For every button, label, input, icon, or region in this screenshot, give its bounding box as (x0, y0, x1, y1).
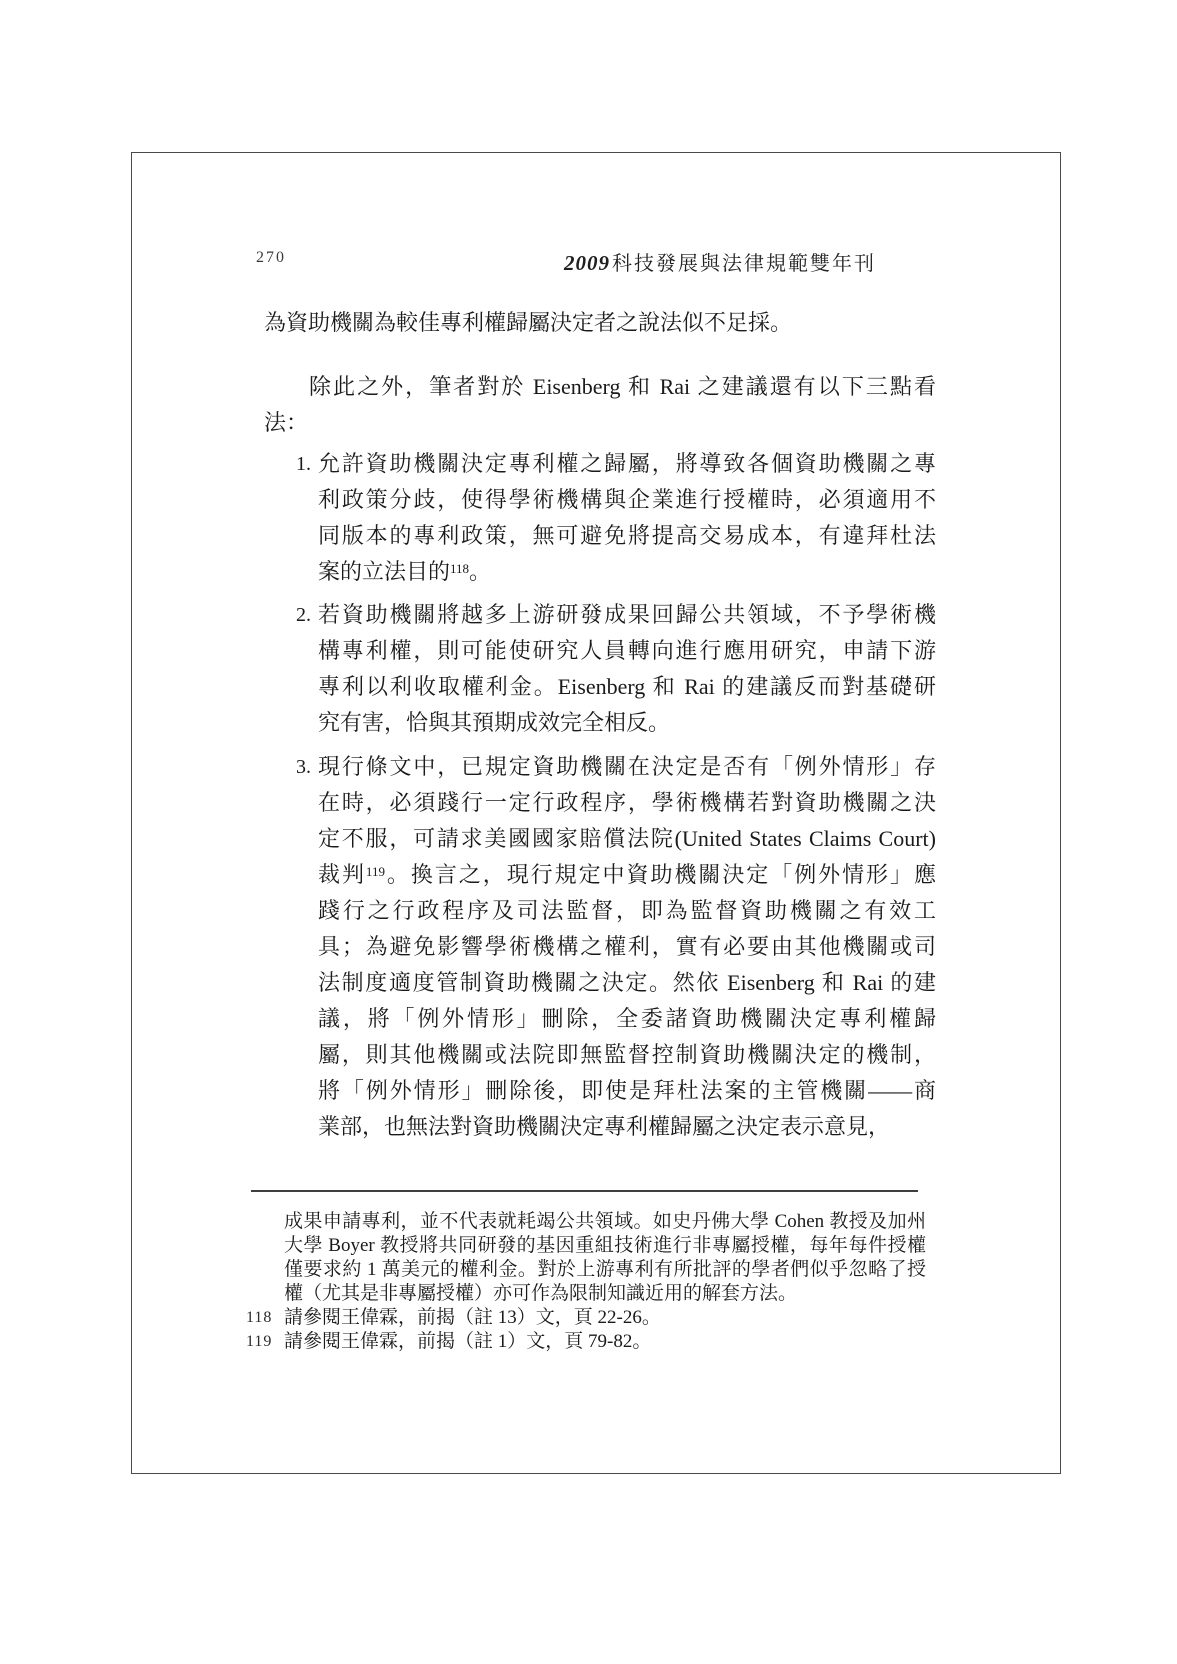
text-line: 具；為避免影響學術機構之權利，實有必要由其他機關或司 (318, 934, 936, 959)
footnote-119-text: 請參閱王偉霖，前揭（註 1）文，頁 79-82。 (284, 1331, 652, 1352)
journal-year: 2009 (564, 251, 610, 275)
page-frame (131, 152, 1061, 1474)
text-line: 裁判$^{119}$。換言之，現行規定中資助機關決定「例外情形」應 (318, 862, 936, 887)
text-line: 屬，則其他機關或法院即無監督控制資助機關決定的機制， (318, 1042, 936, 1067)
text-line: 若資助機關將越多上游研發成果回歸公共領域，不予學術機 (318, 602, 936, 627)
text-line: 除此之外，筆者對於 Eisenberg 和 Rai 之建議還有以下三點看 (309, 374, 936, 399)
footnote-119 (246, 1330, 964, 1354)
footnotes (246, 1210, 964, 1354)
text-line: 允許資助機關決定專利權之歸屬，將導致各個資助機關之專 (318, 451, 936, 476)
footnote-separator (251, 1190, 918, 1192)
list-item-3-text (318, 749, 936, 1145)
text-line: 成果申請專利，並不代表就耗竭公共領域。如史丹佛大學 Cohen 教授及加州 (284, 1211, 926, 1232)
journal-header (564, 247, 876, 276)
text-line: 將「例外情形」刪除後，即使是拜杜法案的主管機關——商 (318, 1078, 936, 1103)
footnote-continuation (284, 1210, 926, 1306)
text-line: 權（尤其是非專屬授權）亦可作為限制知識近用的解套方法。 (284, 1283, 798, 1304)
footnote-118-number: 118 (246, 1309, 273, 1326)
text-line: 利政策分歧，使得學術機構與企業進行授權時，必須適用不 (318, 487, 936, 512)
text-line: 法制度適度管制資助機關之決定。然依 Eisenberg 和 Rai 的建 (318, 970, 936, 995)
footnote-118-text: 請參閱王偉霖，前揭（註 13）文，頁 22-26。 (284, 1307, 661, 1328)
footnote-119-number: 119 (246, 1333, 273, 1350)
list-item-2-text (318, 597, 936, 741)
text-line: 案的立法目的$^{118}$。 (318, 559, 492, 584)
text-line: 法： (264, 410, 309, 435)
text-line: 大學 Boyer 教授將共同研發的基因重組技術進行非專屬授權，每年每件授權 (284, 1235, 926, 1256)
text-line: 究有害，恰與其預期成效完全相反。 (318, 710, 671, 735)
text-line: 同版本的專利政策，無可避免將提高交易成本，有違拜杜法 (318, 523, 936, 548)
footnote-118 (246, 1306, 964, 1330)
text-line: 為資助機關為較佳專利權歸屬決定者之說法似不足採。 (264, 310, 793, 335)
list-item-3-number: 3. (296, 756, 311, 778)
list-item-2-number: 2. (296, 604, 311, 626)
text-line: 專利以利收取權利金。Eisenberg 和 Rai 的建議反而對基礎研 (318, 674, 936, 699)
text-line: 定不服，可請求美國國家賠償法院(United States Claims Court) (318, 826, 936, 851)
list-item-2 (296, 597, 936, 741)
journal-title: 科技發展與法律規範雙年刊 (612, 253, 876, 275)
list-item-1-number: 1. (296, 453, 311, 475)
text-line: 構專利權，則可能使研究人員轉向進行應用研究，申請下游 (318, 638, 936, 663)
list-item-3 (296, 749, 936, 1145)
list-item-1-text (318, 446, 936, 590)
text-line: 踐行之行政程序及司法監督，即為監督資助機關之有效工 (318, 898, 936, 923)
text-line: 僅要求約 1 萬美元的權利金。對於上游專利有所批評的學者們似乎忽略了授 (284, 1259, 926, 1280)
text-line: 業部，也無法對資助機關決定專利權歸屬之決定表示意見， (318, 1114, 891, 1139)
page-number: 270 (256, 249, 286, 266)
paragraph-continuation (264, 305, 936, 341)
paragraph-intro (264, 369, 936, 441)
text-line: 議，將「例外情形」刪除，全委諸資助機關決定專利權歸 (318, 1006, 936, 1031)
list-item-1 (296, 446, 936, 590)
text-line: 在時，必須踐行一定行政程序，學術機構若對資助機關之決 (318, 790, 936, 815)
text-line: 現行條文中，已規定資助機關在決定是否有「例外情形」存 (318, 754, 936, 779)
